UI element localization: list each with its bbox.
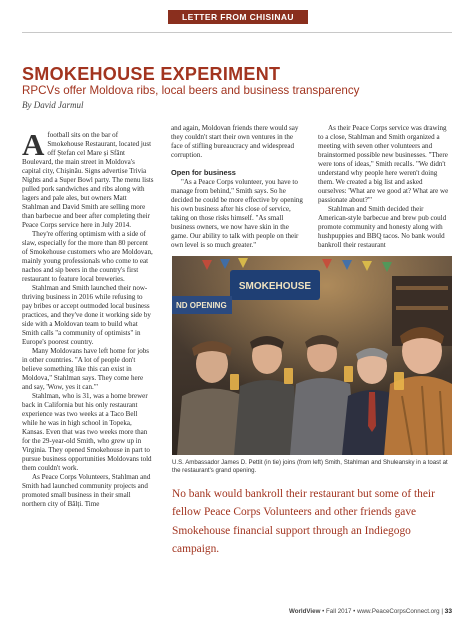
section-label: LETTER FROM CHISINAU <box>182 12 294 22</box>
text-column-2 <box>171 124 303 250</box>
sign-text: SMOKEHOUSE <box>238 281 312 292</box>
paragraph: Stahlman, who is 31, was a home brewer back in California but his only restaurant experience was two weeks at a Taco Bell while he was in high school in Topeka, Kansas. Even that was two weeks more than for the 29-year-old Smith, who grew up in Virginia. They opened Smokehouse in part to pursue business opportunities Moldovans told them couldn't work. <box>22 392 152 472</box>
pull-quote: No bank would bankroll their restaurant but some of their fellow Peace Corps Volunteers and other friends gave Smokehouse financial support through an Indiegogo campaign. <box>172 488 435 556</box>
paragraph: and again, Moldovan friends there would say they couldn't start their own ventures in the face of stifling bureaucracy and widespread corruption. <box>171 124 299 159</box>
article-headline: SMOKEHOUSE EXPERIMENT <box>22 64 281 84</box>
photo-illustration <box>172 256 452 455</box>
footer-separator: | <box>439 608 445 615</box>
section-subheading: Open for business <box>171 168 236 177</box>
paragraph-text: football sits on the bar of Smokehouse Restaurant, located just off Ștefan cel Mare și Sfânt Boulevard, the main street in Moldova's capital city, Chișinău. Signs advertise Trivia Nights and a Super Bowl party. The menu lists pulled pork sandwiches and ribs along with lagers and pale ales, but owners Matt Stahlman and David Smith are selling more than barbecue and beer after completing their Peace Corps service here in July 2014. <box>22 131 154 229</box>
article-photo <box>172 256 452 455</box>
paragraph <box>22 127 154 230</box>
paragraph: Stahlman and Smith launched their now-thriving business in 2016 while refusing to pay bribes or accept outmoded local business practices, and they've done it working side by side with a Moldovan team to build what Smith calls "a community of optimists" in Europe's poorest country. <box>22 284 151 346</box>
paragraph: They're offering optimism with a side of slaw, especially for the more than 80 percent of Smokehouse customers who are Moldovan, mainly young professionals who come to eat nachos and sip beers in the country's first restaurant to feature local breweries. <box>22 230 153 283</box>
header-rule <box>22 32 452 33</box>
page-footer <box>289 608 452 615</box>
banner-text: ND OPENING <box>176 301 227 310</box>
paragraph: "As a Peace Corps volunteer, you have to manage from behind," Smith says. So he decided he could be more effective by opening his own business after his close of service, taking on those risks himself. "As small business owners, we now have skin in the game. Our ability to talk with people on their own level is so much greater." <box>171 178 303 249</box>
paragraph: As their Peace Corps service was drawing to a close, Stahlman and Smith organized a meeting with seven other volunteers and brainstormed possible new businesses. "There were tons of ideas," Smith recalls. "We didn't understand why people here weren't doing them. We created a big list and asked ourselves: 'What are we good at? What are we passionate about?'" <box>318 124 449 204</box>
article-byline: By David Jarmul <box>22 100 84 110</box>
paragraph: Stahlman and Smith decided their American-style barbecue and brew pub could promote community and honesty along with hushpuppies and BBQ tacos. No bank would bankroll their restaurant <box>318 205 447 249</box>
magazine-name: WorldView <box>289 608 321 615</box>
drop-cap: A <box>22 127 45 162</box>
paragraph: As Peace Corps Volunteers, Stahlman and Smith had launched community projects and promoted small business in their small northern city of Bălți. Time <box>22 473 151 508</box>
article-subhead: RPCVs offer Moldova ribs, local beers and business transparency <box>22 84 360 97</box>
paragraph: Many Moldovans have left home for jobs in other countries. "A lot of people don't believe something like this can exist in Moldova," Stahlman says. They come here and say, 'Wow, yes it can.'" <box>22 347 150 391</box>
text-column-1 <box>22 127 154 509</box>
section-label-bar <box>168 10 308 24</box>
text-column-3 <box>318 124 450 250</box>
page-number: 33 <box>444 608 452 615</box>
issue-info: • Fall 2017 • www.PeaceCorpsConnect.org <box>320 608 440 615</box>
photo-caption: U.S. Ambassador James D. Pettit (in tie) joins (from left) Smith, Stahlman and Shuleansky in a toast at the restaurant's grand opening. <box>172 459 448 474</box>
